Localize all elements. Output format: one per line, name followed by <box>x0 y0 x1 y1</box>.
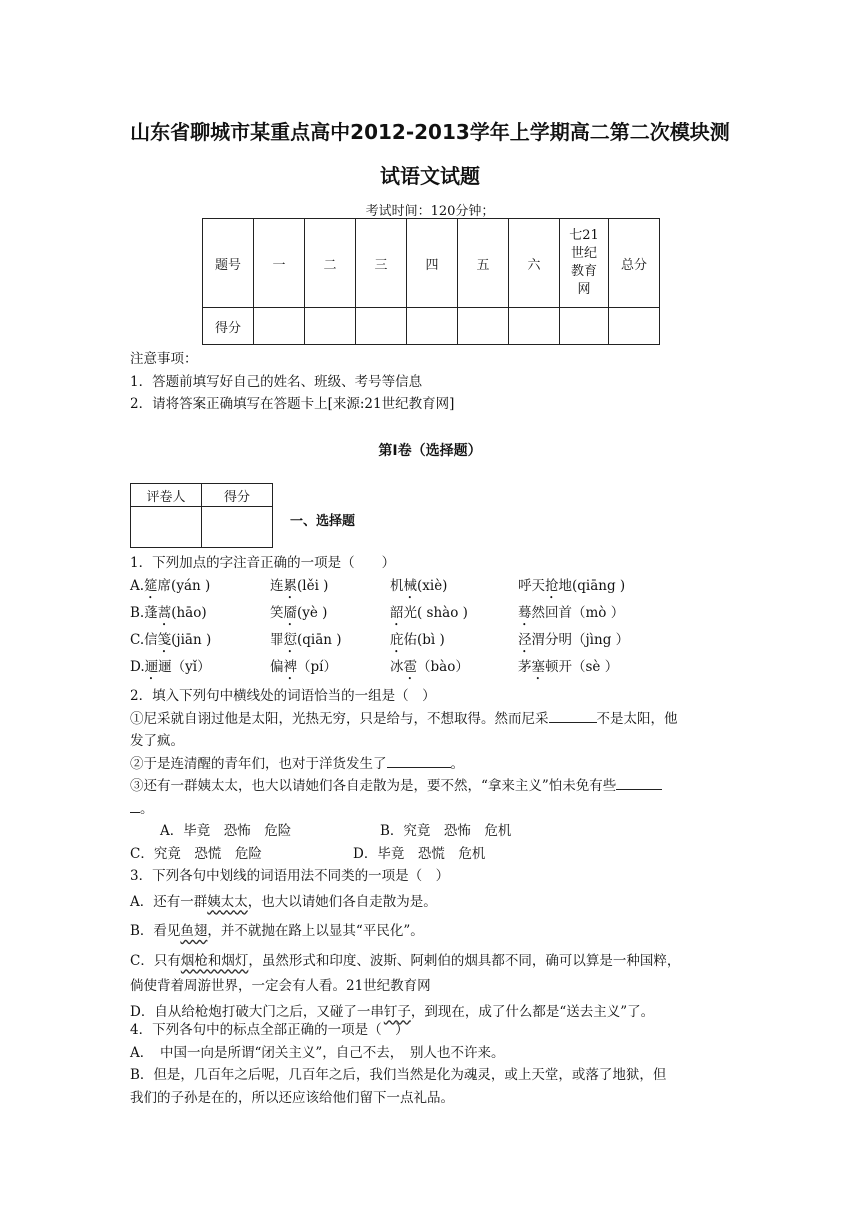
sentence-3: ③还有一群姨太太，也大以请她们各自走散为是，要不然，“拿来主义”怕未免有些 <box>130 775 730 798</box>
score-col-7 <box>560 219 609 308</box>
option-item: 茅塞顿开（sè ） <box>518 658 619 675</box>
question-stem: 1．下列加点的字注音正确的一项是（ ） <box>130 555 396 571</box>
score-cell[interactable] <box>305 308 356 345</box>
option-row-d <box>130 656 730 683</box>
score-col-1: 一 <box>254 219 305 308</box>
score-col-7-line1: 七21 <box>569 228 599 243</box>
grader-table <box>130 483 273 548</box>
score-table-header-label: 题号 <box>203 219 254 308</box>
notice-item: 1．答题前填写好自己的姓名、班级、考号等信息 <box>130 373 423 390</box>
option-c: C．只有烟枪和烟灯，虽然形式和印度、波斯、阿剌伯的烟具都不同，确可以算是一种国粹， <box>130 952 681 969</box>
fill-blank[interactable] <box>387 753 451 768</box>
score-cell[interactable] <box>458 308 509 345</box>
option-item: C.信笺(jiān ) <box>130 631 212 648</box>
score-col-7-line3: 教育 <box>570 264 597 279</box>
sentence-3-cont: 。 <box>130 798 730 821</box>
score-col-7-line2: 世纪 <box>570 246 597 261</box>
option-a: A．还有一群姨太太，也大以请她们各自走散为是。 <box>130 893 437 910</box>
notice-item: 2．请将答案正确填写在答题卡上[来源:21世纪教育网] <box>130 396 455 412</box>
score-cell[interactable] <box>609 308 660 345</box>
question-3 <box>130 865 730 1023</box>
grader-score-cell[interactable] <box>202 507 273 548</box>
score-col-3: 三 <box>356 219 407 308</box>
section-heading: 第Ⅰ卷（选择题） <box>378 443 482 459</box>
notice-block <box>130 348 730 416</box>
grader-score-label: 得分 <box>202 484 273 507</box>
part-heading: 一、选择题 <box>290 514 356 529</box>
option-item: 韶光( shào ) <box>390 604 468 621</box>
exam-title-line1: 山东省聊城市某重点高中2012-2013学年上学期高二第二次模块测 <box>130 120 730 144</box>
fill-blank[interactable] <box>616 775 662 790</box>
grader-cell[interactable] <box>131 507 202 548</box>
notice-head: 注意事项： <box>130 351 198 367</box>
option-d: D．自从给枪炮打破大门之后，又碰了一串钉子，到现在，成了什么都是“送去主义”了。 <box>130 1003 655 1020</box>
score-cell[interactable] <box>407 308 458 345</box>
grader-label: 评卷人 <box>131 484 202 507</box>
option-item: 庇佑(bì ) <box>390 631 445 648</box>
option-item: 笑靥(yè ) <box>270 604 328 621</box>
score-col-6: 六 <box>509 219 560 308</box>
score-cell[interactable] <box>356 308 407 345</box>
question-1 <box>130 552 730 683</box>
option-b-cont: 我们的子孙是在的，所以还应该给他们留下一点礼品。 <box>130 1089 454 1106</box>
option-item: 呼天抢地(qiāng ) <box>518 577 626 594</box>
option-item: 泾渭分明（jìng ） <box>518 631 630 648</box>
score-col-total: 总分 <box>609 219 660 308</box>
score-col-5: 五 <box>458 219 509 308</box>
option-c-cont: 倘使背着周游世界，一定会有人看。21世纪教育网 <box>130 978 431 994</box>
question-stem: 2．填入下列句中横线处的词语恰当的一组是（ ） <box>130 688 436 704</box>
option-item: 冰雹（bào） <box>390 658 469 675</box>
option-item: A.筵席(yán ) <box>130 577 211 594</box>
score-cell[interactable] <box>509 308 560 345</box>
score-cell[interactable] <box>254 308 305 345</box>
score-row-label: 得分 <box>203 308 254 345</box>
sentence-1: ①尼采就自诩过他是太阳，光热无穷，只是给与，不想取得。然而尼采 不是太阳，他 <box>130 708 730 731</box>
sentence-2: ②于是连清醒的青年们，也对于洋货发生了 。 <box>130 753 730 776</box>
score-cell[interactable] <box>560 308 609 345</box>
options-cd: C．究竟 恐慌 危险 D．毕竟 恐慌 危机 <box>130 845 486 862</box>
option-item: 机械(xiè) <box>390 577 448 594</box>
fill-blank[interactable] <box>130 798 140 813</box>
exam-title-line2: 试语文试题 <box>380 164 480 188</box>
option-b: B．看见鱼翅，并不就抛在路上以显其“平民化”。 <box>130 923 424 939</box>
question-stem: 3．下列各句中划线的词语用法不同类的一项是（ ） <box>130 868 450 884</box>
score-col-7-line4: 网 <box>577 282 591 297</box>
exam-time: 考试时间：120分钟； <box>365 204 495 219</box>
option-item: 蓦然回首（mò ） <box>518 604 625 621</box>
option-a: A． 中国一向是所谓“闭关主义”，自己不去， 别人也不许来。 <box>130 1044 505 1061</box>
question-4 <box>130 1019 730 1109</box>
option-row-c <box>130 629 730 656</box>
option-item: 偏裨（pí） <box>270 658 337 675</box>
option-item: 罪愆(qiān ) <box>270 631 342 648</box>
question-2 <box>130 685 730 865</box>
question-stem: 4．下列各句中的标点全部正确的一项是（ ） <box>130 1022 409 1038</box>
option-item: B.蓬蒿(hāo) <box>130 604 207 621</box>
option-item: D.逦逦（yǐ） <box>130 658 211 675</box>
score-col-2: 二 <box>305 219 356 308</box>
score-table <box>202 218 660 345</box>
option-row-b <box>130 602 730 629</box>
option-b: B．但是，几百年之后呢，几百年之后，我们当然是化为魂灵，或上天堂，或落了地狱，但 <box>130 1067 667 1083</box>
option-item: 连累(lěi ) <box>270 577 329 594</box>
option-row-a <box>130 575 730 602</box>
fill-blank[interactable] <box>549 708 597 723</box>
options-ab: A．毕竟 恐怖 危险 B．究竟 恐怖 危机 <box>160 823 512 839</box>
sentence-1-cont: 发了疯。 <box>130 733 184 749</box>
score-col-4: 四 <box>407 219 458 308</box>
